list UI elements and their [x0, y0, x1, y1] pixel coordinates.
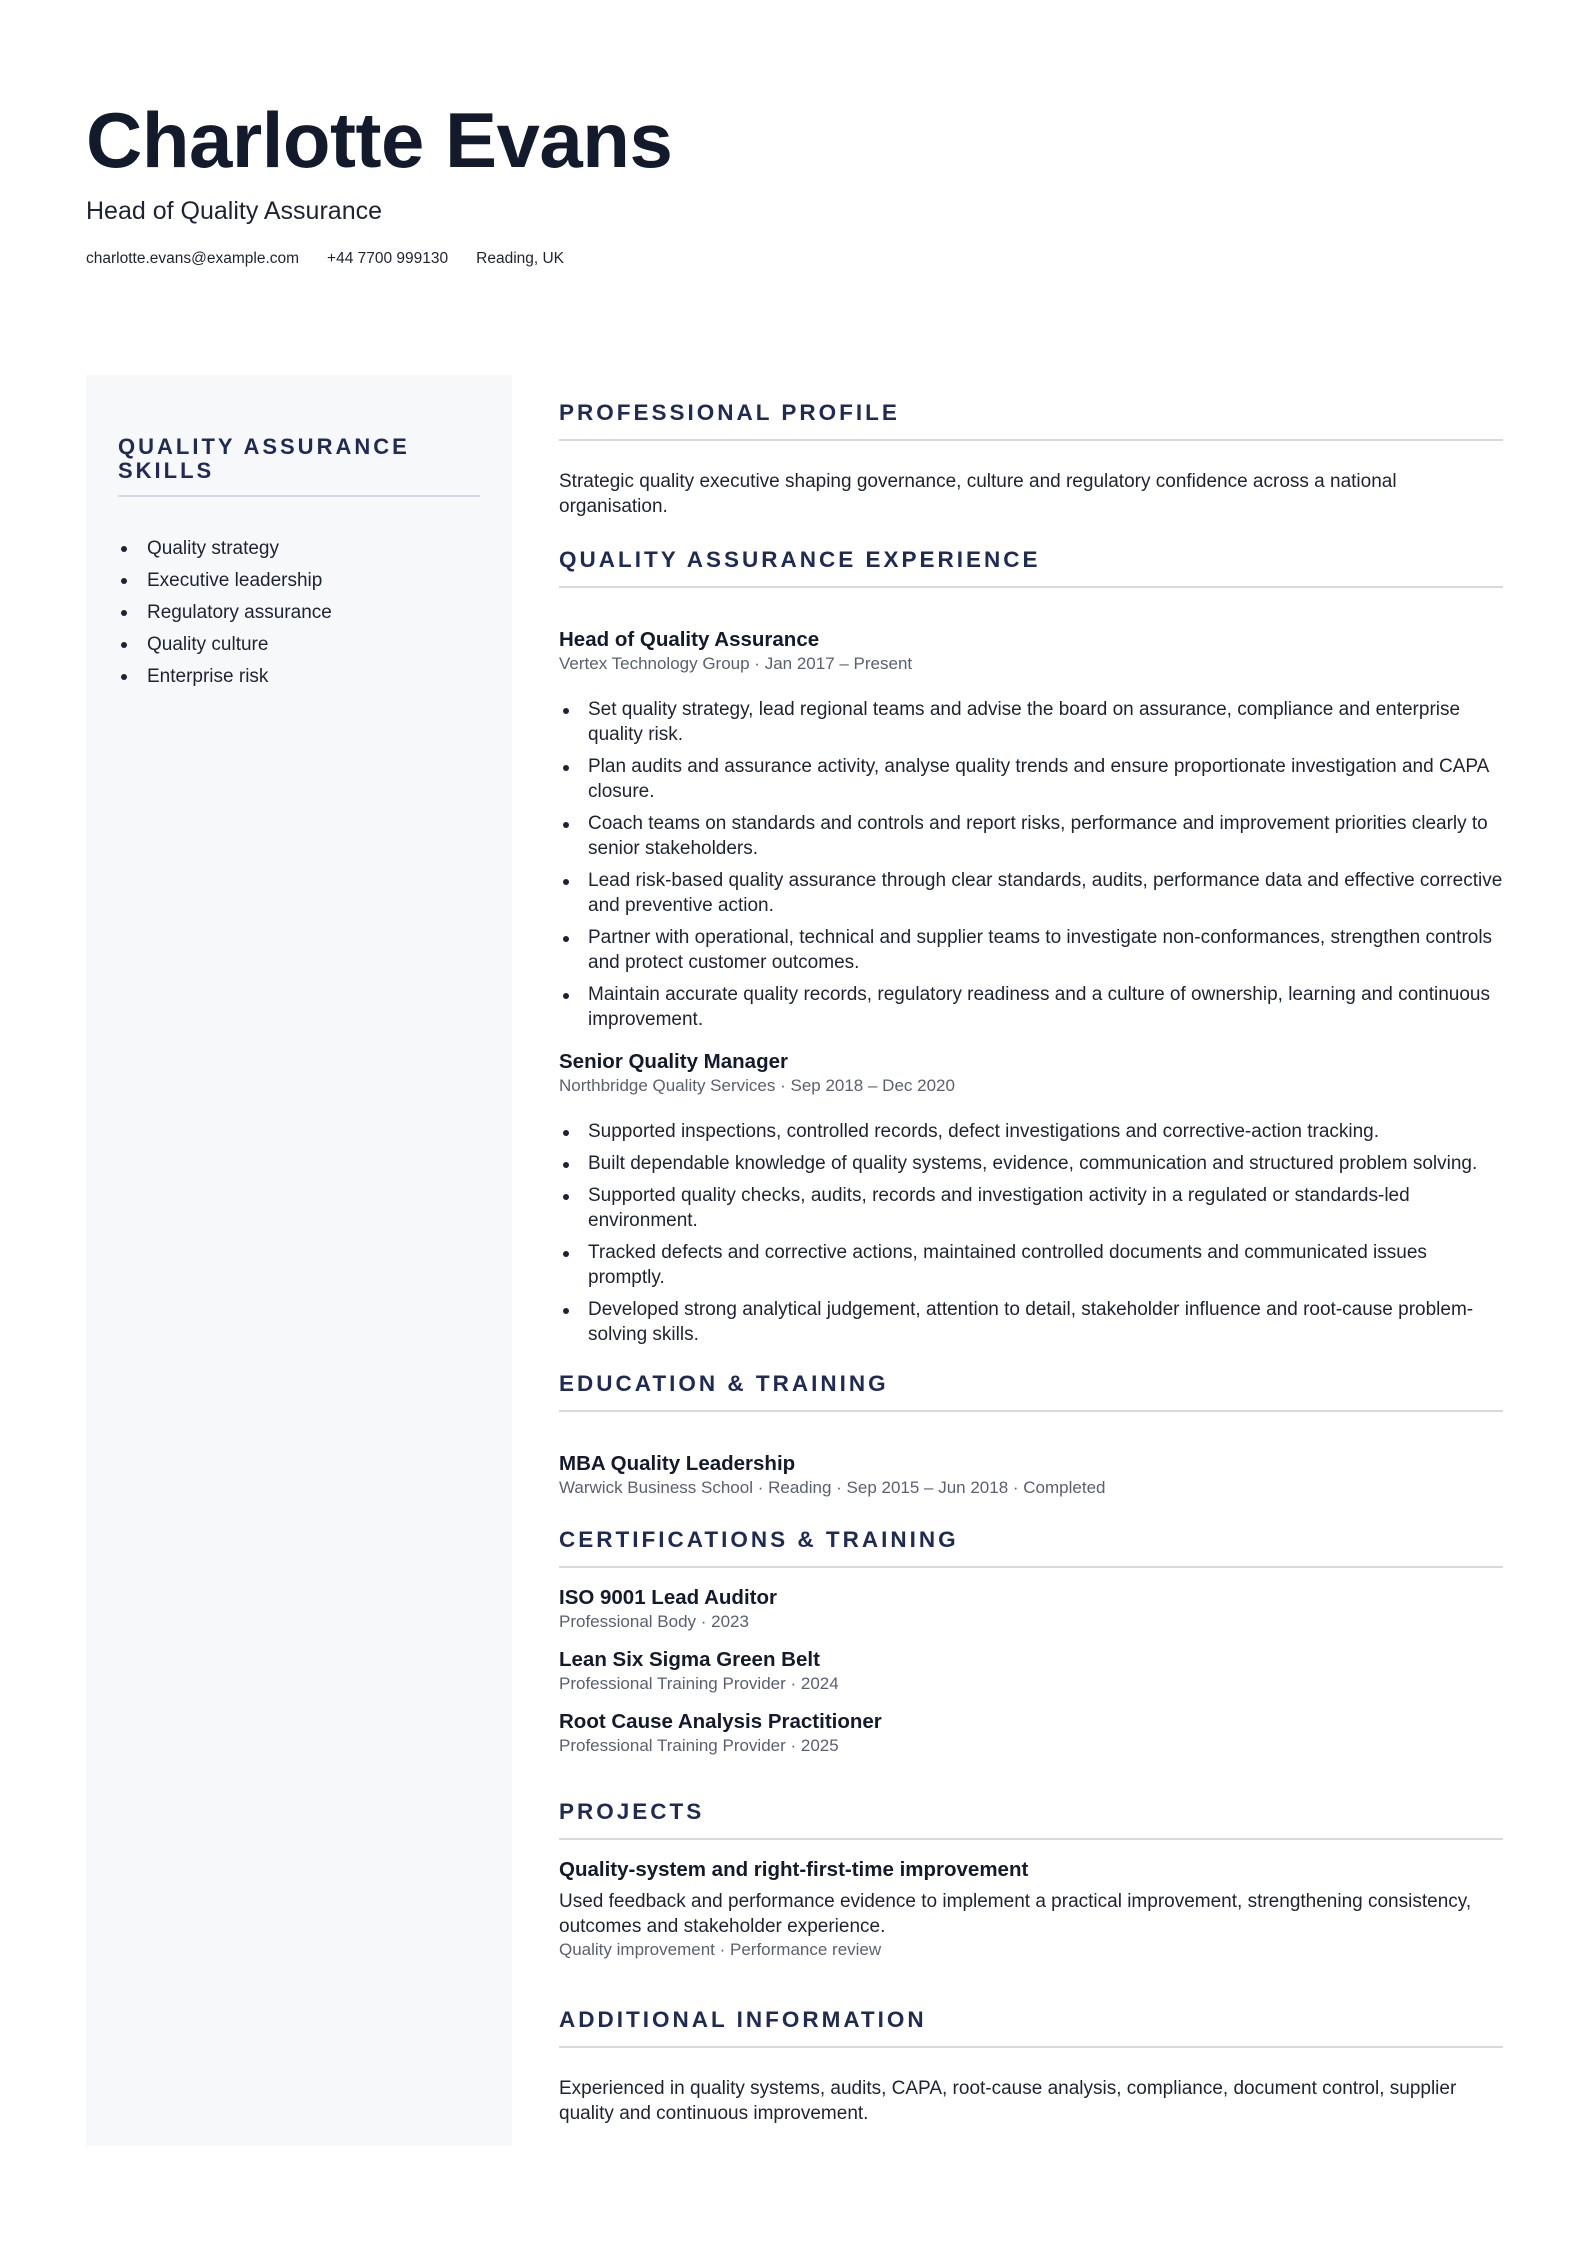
section-divider: [559, 2046, 1503, 2048]
section-divider: [559, 1838, 1503, 1840]
skills-list: [118, 533, 480, 693]
profile-heading: PROFESSIONAL PROFILE: [559, 400, 900, 425]
project-title: Quality-system and right-first-time improvement: [559, 1858, 1029, 1881]
education-entry: [559, 1451, 1503, 1499]
job-entry: [559, 1049, 1503, 1347]
job-bullet: Built dependable knowledge of quality systems, evidence, communication and structured problem solving.: [559, 1151, 1503, 1176]
additional-section: [559, 2005, 1503, 2126]
job-bullet: Supported quality checks, audits, records and investigation activity in a regulated or standards-led environment.: [559, 1183, 1503, 1233]
job-bullet: Set quality strategy, lead regional teams and advise the board on assurance, compliance and enterprise quality risk.: [559, 697, 1503, 747]
certification-entry: [559, 1647, 1503, 1695]
job-bullet: Lead risk-based quality assurance through clear standards, audits, performance data and effective corrective and preventive action.: [559, 868, 1503, 918]
resume-header: [86, 94, 1506, 268]
candidate-name: Charlotte Evans: [86, 96, 673, 184]
projects-heading: PROJECTS: [559, 1799, 705, 1824]
certification-entry: [559, 1585, 1503, 1633]
education-heading: EDUCATION & TRAINING: [559, 1371, 889, 1396]
job-entry: [559, 627, 1503, 1032]
certification-entry: [559, 1709, 1503, 1757]
job-bullet: Partner with operational, technical and supplier teams to investigate non-conformances, strengthen controls and protect customer outcomes.: [559, 925, 1503, 975]
profile-section: [559, 398, 1503, 519]
job-bullets: [559, 1119, 1503, 1347]
skill-item: Enterprise risk: [118, 661, 480, 693]
candidate-headline: Head of Quality Assurance: [86, 197, 382, 225]
job-title: Head of Quality Assurance: [559, 628, 820, 651]
education-meta: Warwick Business School · Reading · Sep 2015 – Jun 2018 · Completed: [559, 1478, 1106, 1497]
project-description: Used feedback and performance evidence to implement a practical improvement, strengthening consistency, outcomes and stakeholder experience.: [559, 1891, 1472, 1937]
skill-item: Executive leadership: [118, 565, 480, 597]
certification-title: Lean Six Sigma Green Belt: [559, 1648, 820, 1671]
section-divider: [559, 586, 1503, 588]
skills-sidebar: [86, 375, 512, 2146]
certification-meta: Professional Body · 2023: [559, 1612, 749, 1631]
projects-section: [559, 1797, 1503, 1961]
section-divider: [559, 1566, 1503, 1568]
experience-section: [559, 545, 1503, 1347]
skill-item: Quality culture: [118, 629, 480, 661]
job-bullet: Developed strong analytical judgement, attention to detail, stakeholder influence and root-cause problem-solving skills.: [559, 1297, 1503, 1347]
skill-item: Quality strategy: [118, 533, 480, 565]
contact-row: [86, 250, 1506, 268]
experience-heading: QUALITY ASSURANCE EXPERIENCE: [559, 547, 1041, 572]
job-bullet: Tracked defects and corrective actions, maintained controlled documents and communicated issues promptly.: [559, 1240, 1503, 1290]
additional-heading: ADDITIONAL INFORMATION: [559, 2007, 927, 2032]
job-bullet: Coach teams on standards and controls and report risks, performance and improvement priorities clearly to senior stakeholders.: [559, 811, 1503, 861]
profile-text: Strategic quality executive shaping governance, culture and regulatory confidence across a national organisation.: [559, 471, 1397, 517]
job-meta: Vertex Technology Group · Jan 2017 – Present: [559, 654, 913, 673]
certification-title: Root Cause Analysis Practitioner: [559, 1710, 882, 1733]
job-bullet: Supported inspections, controlled records, defect investigations and corrective-action tracking.: [559, 1119, 1503, 1144]
skills-heading: QUALITY ASSURANCE SKILLS: [118, 434, 410, 483]
section-divider: [559, 439, 1503, 441]
certifications-list: [559, 1585, 1503, 1757]
contact-phone[interactable]: +44 7700 999130: [327, 250, 449, 267]
certifications-heading: CERTIFICATIONS & TRAINING: [559, 1527, 959, 1552]
additional-text: Experienced in quality systems, audits, CAPA, root-cause analysis, compliance, document control, supplier quality and continuous improvement.: [559, 2078, 1457, 2124]
certifications-section: [559, 1525, 1503, 1757]
section-divider: [559, 1410, 1503, 1412]
contact-location: Reading, UK: [476, 250, 565, 267]
job-title: Senior Quality Manager: [559, 1050, 788, 1073]
main-column: [559, 398, 1503, 2126]
education-section: [559, 1369, 1503, 1499]
job-meta: Northbridge Quality Services · Sep 2018 – Dec 2020: [559, 1076, 955, 1095]
job-bullet: Maintain accurate quality records, regulatory readiness and a culture of ownership, learning and continuous improvement.: [559, 982, 1503, 1032]
certification-title: ISO 9001 Lead Auditor: [559, 1586, 777, 1609]
certification-meta: Professional Training Provider · 2025: [559, 1736, 839, 1755]
contact-email[interactable]: charlotte.evans@example.com: [86, 250, 300, 267]
job-bullet: Plan audits and assurance activity, analyse quality trends and ensure proportionate investigation and CAPA closure.: [559, 754, 1503, 804]
project-tags: Quality improvement · Performance review: [559, 1940, 882, 1959]
job-bullets: [559, 697, 1503, 1032]
certification-meta: Professional Training Provider · 2024: [559, 1674, 839, 1693]
education-title: MBA Quality Leadership: [559, 1452, 796, 1475]
skill-item: Regulatory assurance: [118, 597, 480, 629]
skills-divider: [118, 495, 480, 497]
project-entry: [559, 1857, 1503, 1961]
